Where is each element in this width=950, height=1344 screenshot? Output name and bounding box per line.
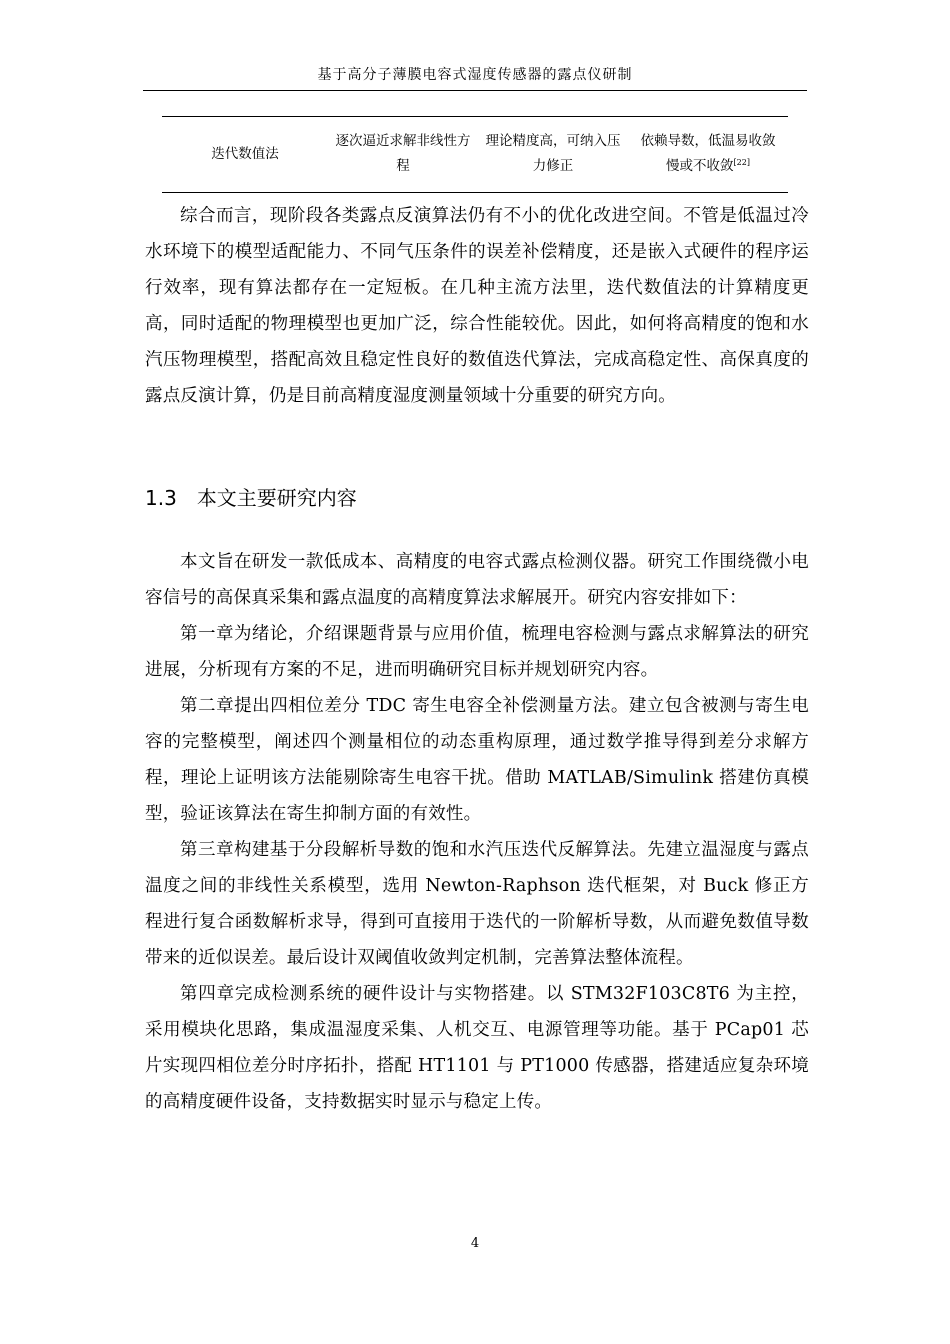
research-content-block bbox=[145, 544, 809, 1120]
body-paragraph: 第一章为绪论，介绍课题背景与应用价值，梳理电容检测与露点求解算法的研究进展，分析现有方案的不足，进而明确研究目标并规划研究内容。 bbox=[145, 624, 809, 680]
table-cell-method: 迭代数值法 bbox=[211, 145, 279, 162]
table-bottom-rule bbox=[162, 192, 788, 193]
section-number: 1.3 bbox=[145, 486, 177, 510]
body-paragraph: 第二章提出四相位差分 TDC 寄生电容全补偿测量方法。建立包含被测与寄生电容的完整模型，阐述四个测量相位的动态重构原理，通过数学推导得到差分求解方程，理论上证明该方法能剔除寄生电容干扰。借助 MATLAB/Simulink 搭建仿真模型，验证该算法在寄生抑制方面的有效性。 bbox=[145, 696, 809, 824]
summary-paragraph: 综合而言，现阶段各类露点反演算法仍有不小的优化改进空间。不管是低温过冷水环境下的模型适配能力、不同气压条件的误差补偿精度，还是嵌入式硬件的程序运行效率，现有算法都存在一定短板。在几种主流方法里，迭代数值法的计算精度更高，同时适配的物理模型也更加广泛，综合性能较优。因此，如何将高精度的饱和水汽压物理模型，搭配高效且稳定性良好的数值迭代算法，完成高稳定性、高保真度的露点反演计算，仍是目前高精度湿度测量领域十分重要的研究方向。 bbox=[145, 206, 809, 406]
table-cell-limitation: 依赖导数，低温易收敛慢或不收敛[22] bbox=[640, 133, 776, 174]
body-paragraph: 第三章构建基于分段解析导数的饱和水汽压迭代反解算法。先建立温湿度与露点温度之间的非线性关系模型，选用 Newton-Raphson 迭代框架，对 Buck 修正方程进行复合函数解析求导，得到可直接用于迭代的一阶解析导数，从而避免数值导数带来的近似误差。最后设计双阈值收敛判定机制，完善算法整体流程。 bbox=[145, 840, 809, 968]
table-cell-principle: 逐次逼近求解非线性方程 bbox=[335, 133, 471, 174]
citation-mark: [22] bbox=[733, 158, 750, 167]
table-top-rule bbox=[162, 116, 788, 117]
summary-block bbox=[145, 198, 809, 414]
table-row bbox=[162, 124, 788, 184]
section-title: 本文主要研究内容 bbox=[196, 486, 357, 510]
running-header: 基于高分子薄膜电容式湿度传感器的露点仪研制 bbox=[317, 67, 633, 83]
header-rule bbox=[143, 90, 807, 91]
body-paragraph: 第四章完成检测系统的硬件设计与实物搭建。以 STM32F103C8T6 为主控，采用模块化思路，集成温湿度采集、人机交互、电源管理等功能。基于 PCap01 芯片实现四相位差分时序拓扑，搭配 HT1101 与 PT1000 传感器，搭建适应复杂环境的高精度硬件设备，支持数据实时显示与稳定上传。 bbox=[145, 984, 809, 1112]
body-paragraph: 本文旨在研发一款低成本、高精度的电容式露点检测仪器。研究工作围绕微小电容信号的高保真采集和露点温度的高精度算法求解展开。研究内容安排如下： bbox=[145, 552, 809, 608]
page-number: 4 bbox=[470, 1236, 480, 1251]
section-heading bbox=[145, 484, 357, 512]
table-cell-advantage: 理论精度高，可纳入压力修正 bbox=[485, 133, 621, 174]
